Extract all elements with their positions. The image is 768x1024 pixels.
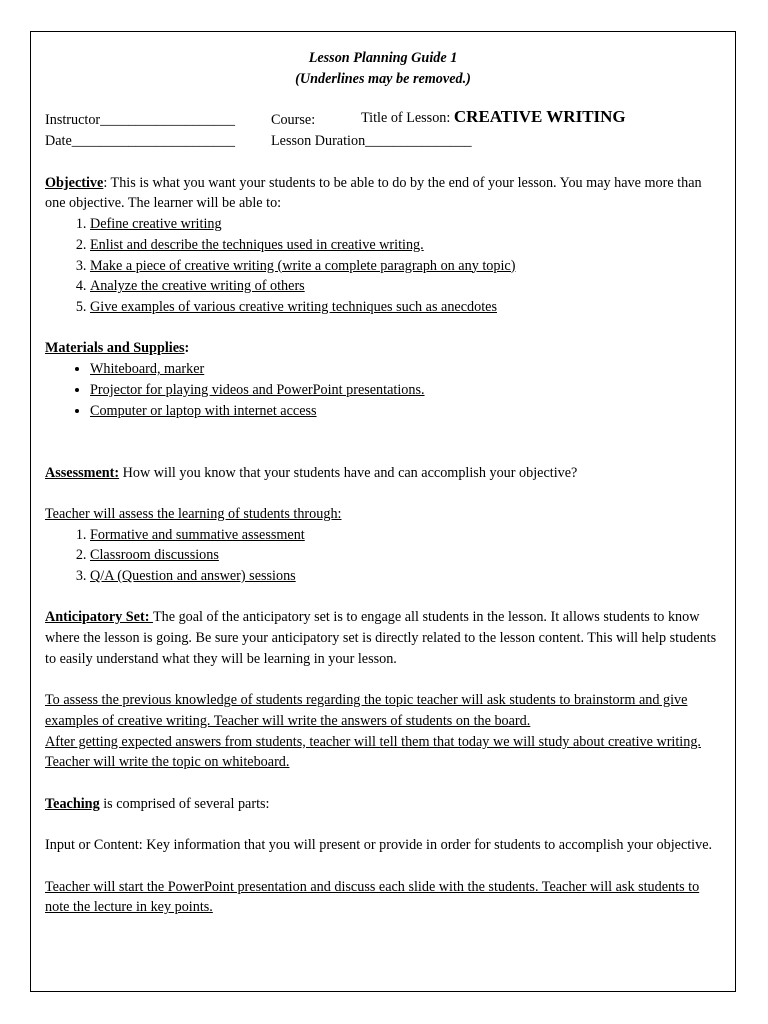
- lesson-title-field: [361, 107, 626, 129]
- objective-text: : This is what you want your students to be able to do by the end of your lesson. You may have more than one objective. The learner will be able to:: [45, 174, 702, 212]
- document-body: [45, 48, 721, 918]
- list-item: 5. Give examples of various creative writing techniques such as anecdotes: [90, 297, 721, 318]
- instructor-field: Instructor___________________: [45, 112, 235, 129]
- list-item: 1. Formative and summative assessment: [90, 525, 721, 546]
- doc-subtitle: (Underlines may be removed.): [295, 70, 471, 87]
- anticipatory-p2: After getting expected answers from students, teacher will tell them that today we will study about creative writing.: [45, 733, 701, 750]
- teaching-heading: Teaching: [45, 795, 100, 812]
- objective-heading: Objective: [45, 174, 104, 191]
- duration-field: Lesson Duration_______________: [271, 133, 472, 150]
- list-item: 2. Enlist and describe the techniques used in creative writing.: [90, 235, 721, 256]
- assessment-list: [45, 525, 721, 587]
- assessment-intro: Teacher will assess the learning of students through:: [45, 505, 342, 522]
- list-item: 1. Define creative writing: [90, 214, 721, 235]
- assessment-heading: Assessment:: [45, 464, 120, 481]
- materials-list: [45, 359, 721, 421]
- list-item: 3. Make a piece of creative writing (write a complete paragraph on any topic): [90, 256, 721, 277]
- teaching-paragraph: Teaching is comprised of several parts:: [45, 795, 270, 812]
- course-field: Course:: [271, 112, 316, 129]
- info-row-2: [45, 131, 721, 152]
- list-item: • Projector for playing videos and PowerPoint presentations.: [90, 380, 721, 401]
- teaching-input: Input or Content: Key information that you will present or provide in order for students to accomplish your objective.: [45, 837, 713, 854]
- objective-list: [45, 214, 721, 318]
- doc-title: Lesson Planning Guide 1: [308, 50, 458, 66]
- list-item: • Whiteboard, marker: [90, 359, 721, 380]
- list-item: 3. Q/A (Question and answer) sessions: [90, 566, 721, 587]
- list-item: 4. Analyze the creative writing of others: [90, 276, 721, 297]
- anticipatory-heading: Anticipatory Set:: [45, 609, 153, 626]
- lesson-title-value: CREATIVE WRITING: [453, 107, 626, 127]
- materials-heading-line: Materials and Supplies:: [45, 340, 190, 357]
- anticipatory-paragraph: Anticipatory Set: The goal of the anticipatory set is to engage all students in the lesson. It allows students to know where the lesson is going. Be sure your anticipatory set is directly related to the lesson content. This will help students to easily understand what they will be learning in your lesson.: [45, 609, 717, 667]
- date-field: Date_______________________: [45, 133, 235, 150]
- objective-paragraph: [45, 173, 721, 214]
- list-item: 2. Classroom discussions: [90, 545, 721, 566]
- teaching-plan: Teacher will start the PowerPoint presentation and discuss each slide with the students. Teacher will ask students to note the lecture in key points.: [45, 878, 700, 916]
- lesson-title-label: Title of Lesson:: [361, 110, 454, 127]
- assessment-paragraph: Assessment: How will you know that your students have and can accomplish your objective?: [45, 464, 578, 481]
- anticipatory-p3: Teacher will write the topic on whiteboard.: [45, 754, 290, 771]
- materials-heading: Materials and Supplies: [45, 340, 185, 357]
- info-row-1: [45, 107, 721, 131]
- list-item: • Computer or laptop with internet access: [90, 401, 721, 422]
- anticipatory-p1: To assess the previous knowledge of students regarding the topic teacher will ask students to brainstorm and give examples of creative writing. Teacher will write the answers of students on the board.: [45, 692, 688, 729]
- document-page: [30, 31, 736, 992]
